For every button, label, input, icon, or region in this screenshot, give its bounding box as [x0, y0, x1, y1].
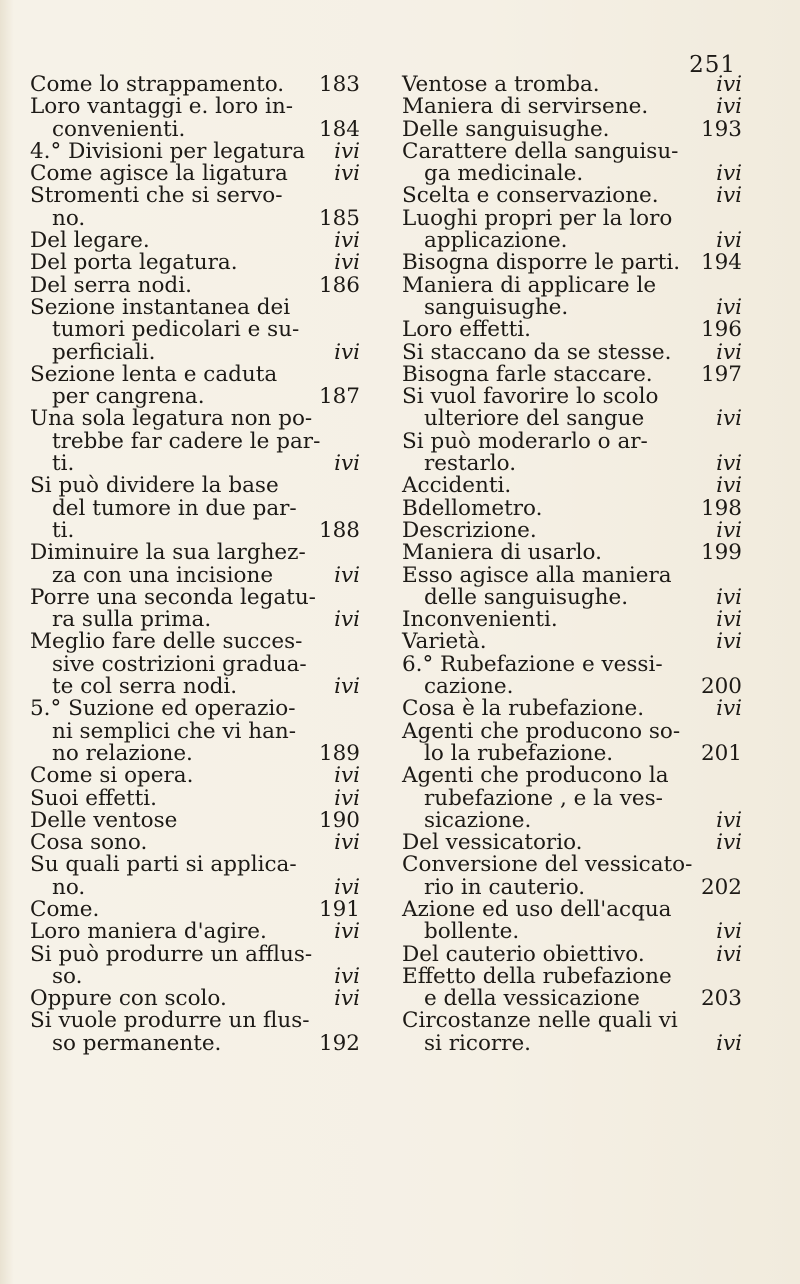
index-entry-page-ref: ivi [716, 607, 742, 633]
index-entry-page-ref: ivi [716, 830, 742, 856]
index-entry-page-ref: ivi [716, 72, 742, 97]
index-entry-page-ref: 185 [318, 205, 360, 231]
index-entry-text: Circostanze nelle quali vi [402, 1008, 678, 1034]
index-column-left [30, 74, 360, 1055]
index-entry-text: ti. [52, 451, 75, 477]
index-entry-text: Loro vantaggi e. loro in- [30, 94, 294, 120]
index-entry-text: Delle ventose [30, 807, 178, 833]
index-entry-text: za con una incisione [52, 562, 274, 588]
index-entry [30, 765, 360, 787]
index-entry-text: Si vuole produrre un flus- [30, 1008, 310, 1034]
index-entry-page-ref: ivi [334, 830, 360, 856]
index-entry-page-ref: 201 [700, 740, 742, 766]
index-entry [402, 562, 742, 610]
index-entry [402, 138, 742, 187]
index-entry-page-ref: ivi [334, 339, 360, 365]
index-entry-text: trebbe far cadere le par- [52, 428, 321, 454]
index-entry-page-ref: ivi [716, 629, 742, 655]
index-entry-text: Cosa è la rubefazione. [402, 696, 645, 722]
index-entry [402, 854, 742, 899]
index-entry [402, 74, 742, 96]
index-entry [30, 294, 360, 365]
index-entry-text: tumori pedicolari e su- [52, 317, 300, 343]
index-entry-text: ti. [52, 517, 75, 543]
index-entry [30, 941, 360, 989]
index-entry-text: Agenti che producono la [402, 763, 669, 789]
index-entry-text: Maniera di applicare le [402, 272, 657, 298]
index-entry-text: Una sola legatura non po- [30, 406, 313, 432]
index-entry [402, 185, 742, 207]
index-entry-text: e della vessicazione [424, 986, 640, 1012]
index-entry-text: ra sulla prima. [52, 607, 212, 633]
index-entry [30, 542, 360, 587]
index-entry-text: no. [52, 205, 86, 231]
index-entry-page-ref: 199 [700, 540, 742, 566]
index-entry-page-ref: 184 [318, 116, 360, 142]
index-entry [30, 96, 360, 141]
index-entry [402, 96, 742, 118]
index-entry-text: applicazione. [424, 228, 568, 254]
index-entry-text: Loro effetti. [402, 317, 531, 343]
index-entry [402, 319, 742, 341]
index-entry [30, 361, 360, 410]
index-entry-text: Si staccano da se stesse. [402, 339, 672, 365]
index-entry-text: 6.° Rubefazione e vessi- [402, 651, 663, 677]
index-entry-page-ref: 183 [318, 72, 360, 97]
index-entry-text: Su quali parti si applica- [30, 852, 297, 878]
index-entry [402, 361, 742, 387]
index-entry-text: Sezione lenta e caduta [30, 361, 278, 387]
index-entry-text: del tumore in due par- [52, 495, 297, 521]
index-entry-text: Del cauterio obiettivo. [402, 941, 645, 967]
index-entry [30, 832, 360, 854]
index-entry [402, 475, 742, 497]
index-entry-text: sicazione. [424, 807, 532, 833]
index-entry-page-ref: ivi [334, 228, 360, 254]
index-entry-text: Stromenti che si servo- [30, 183, 283, 209]
index-entry-text: Azione ed uso dell'acqua [402, 896, 672, 922]
index-entry-text: Maniera di usarlo. [402, 540, 602, 566]
index-entry [402, 609, 742, 631]
index-entry [402, 495, 742, 521]
index-entry-text: no. [52, 874, 86, 900]
index-entry-text: restarlo. [424, 451, 517, 477]
page-number: 251 [689, 52, 736, 78]
index-entry-page-ref: 189 [318, 740, 360, 766]
index-entry-text: ni semplici che vi han- [52, 718, 297, 744]
index-entry [30, 408, 360, 475]
index-entry [402, 1010, 742, 1055]
index-entry-text: Sezione instantanea dei [30, 294, 291, 320]
index-entry [30, 475, 360, 542]
index-entry [30, 896, 360, 922]
index-entry-page-ref: ivi [716, 584, 742, 610]
index-entry-page-ref: ivi [334, 607, 360, 633]
index-entry-text: Delle sanguisughe. [402, 116, 610, 142]
index-entry-text: Del porta legatura. [30, 250, 238, 276]
index-entry-text: Diminuire la sua larghez- [30, 540, 306, 566]
index-entry [30, 1010, 360, 1055]
index-entry-page-ref: ivi [334, 451, 360, 477]
index-entry [402, 651, 742, 700]
index-entry-page-ref: 197 [700, 361, 742, 387]
index-entry-page-ref: 188 [318, 517, 360, 543]
index-entry-text: Del serra nodi. [30, 272, 192, 298]
index-entry-page-ref: 192 [318, 1030, 360, 1056]
index-entry-text: per cangrena. [52, 384, 205, 410]
index-entry-text: perficiali. [52, 339, 156, 365]
index-entry [402, 517, 742, 543]
index-entry [30, 74, 360, 96]
index-entry-text: Del vessicatorio. [402, 830, 583, 856]
index-entry-text: bollente. [424, 919, 520, 945]
index-entry-text: Agenti che producono so- [402, 718, 681, 744]
index-entry-text: Loro maniera d'agire. [30, 919, 267, 945]
index-entry-page-ref: ivi [716, 807, 742, 833]
index-entry-text: convenienti. [52, 116, 186, 142]
index-entry [402, 896, 742, 945]
index-entry-page-ref: 194 [700, 250, 742, 276]
index-entry-text: Esso agisce alla maniera [402, 562, 672, 588]
index-entry-page-ref: ivi [716, 183, 742, 209]
index-entry [30, 138, 360, 164]
index-entry-text: Si può moderarlo o ar- [402, 428, 648, 454]
index-entry-text: cazione. [424, 674, 514, 700]
index-entry-page-ref: ivi [334, 963, 360, 989]
index-entry-text: Bisogna farle staccare. [402, 361, 653, 387]
index-entry [30, 921, 360, 943]
index-entry-page-ref: 193 [700, 116, 742, 142]
index-entry [402, 428, 742, 477]
index-entry-text: Effetto della rubefazione [402, 963, 672, 989]
index-entry-text: 4.° Divisioni per legatura [30, 138, 306, 164]
index-entry-page-ref: ivi [716, 517, 742, 543]
index-entry-page-ref: 202 [700, 874, 742, 900]
index-entry-page-ref: ivi [334, 138, 360, 164]
index-column-right [402, 74, 742, 1055]
index-entry-text: 5.° Suzione ed operazio- [30, 696, 296, 722]
index-entry-page-ref: ivi [334, 161, 360, 187]
index-entry-page-ref: ivi [334, 874, 360, 900]
index-entry-page-ref: 191 [318, 896, 360, 922]
index-entry-page-ref: ivi [334, 785, 360, 811]
index-entry-text: Conversione del vessicato- [402, 852, 693, 878]
index-entry [402, 272, 742, 320]
index-entry-text: rubefazione , e la ves- [424, 785, 663, 811]
index-entry [402, 339, 742, 365]
index-entry-page-ref: ivi [334, 763, 360, 789]
index-entry [402, 542, 742, 564]
index-entry-text: Accidenti. [402, 473, 512, 499]
index-entry [30, 698, 360, 765]
index-entry-text: delle sanguisughe. [424, 584, 629, 610]
index-entry [30, 252, 360, 274]
index-entry-text: no relazione. [52, 740, 193, 766]
index-entry [30, 988, 360, 1010]
index-entry-text: Come agisce la ligatura [30, 161, 288, 187]
index-entry-text: sanguisughe. [424, 294, 569, 320]
index-entry-text: Del legare. [30, 228, 150, 254]
index-entry-text: rio in cauterio. [424, 874, 586, 900]
index-entry-page-ref: ivi [716, 696, 742, 722]
index-entry [402, 116, 742, 142]
index-entry-text: Si può dividere la base [30, 473, 279, 499]
index-entry [30, 584, 360, 633]
index-entry [30, 230, 360, 252]
index-entry-text: Carattere della sanguisu- [402, 138, 679, 164]
index-entry [402, 252, 742, 274]
index-entry-page-ref: 196 [700, 317, 742, 343]
index-entry-text: Varietà. [402, 629, 487, 655]
index-entry [30, 807, 360, 833]
index-entry [402, 718, 742, 766]
index-entry-text: so permanente. [52, 1030, 222, 1056]
index-entry-text: Inconvenienti. [402, 607, 558, 633]
index-entry-page-ref: 198 [700, 495, 742, 521]
index-entry-page-ref: 200 [700, 674, 742, 700]
index-entry-text: Bdellometro. [402, 495, 543, 521]
index-entry [30, 854, 360, 899]
index-entry-text: Porre una seconda legatu- [30, 584, 316, 610]
index-entry [30, 163, 360, 185]
index-entry-text: te col serra nodi. [52, 674, 238, 700]
index-entry [30, 785, 360, 811]
index-entry-page-ref: ivi [716, 941, 742, 967]
index-entry [402, 832, 742, 854]
index-entry [402, 698, 742, 720]
index-entry-page-ref: ivi [716, 228, 742, 254]
index-entry-text: Meglio fare delle succes- [30, 629, 303, 655]
index-entry-text: Bisogna disporre le parti. [402, 250, 681, 276]
index-entry-text: Cosa sono. [30, 830, 148, 856]
index-entry-page-ref: ivi [334, 674, 360, 700]
index-entry-page-ref: ivi [716, 294, 742, 320]
index-entry-page-ref: 187 [318, 384, 360, 410]
index-entry-page-ref: ivi [716, 1030, 742, 1056]
index-entry-text: ulteriore del sangue [424, 406, 645, 432]
index-entry-page-ref: ivi [716, 94, 742, 120]
index-entry-text: sive costrizioni gradua- [52, 651, 307, 677]
index-entry-text: Descrizione. [402, 517, 537, 543]
index-entry-page-ref: ivi [716, 451, 742, 477]
index-entry-text: lo la rubefazione. [424, 740, 614, 766]
index-entry [402, 386, 742, 431]
index-entry [402, 205, 742, 254]
index-entry-text: Luoghi propri per la loro [402, 205, 673, 231]
index-entry [402, 765, 742, 832]
index-entry-page-ref: 190 [318, 807, 360, 833]
index-entry-text: Ventose a tromba. [402, 72, 600, 97]
index-entry [30, 185, 360, 230]
index-entry-text: Come. [30, 896, 100, 922]
index-entry [402, 941, 742, 967]
index-entry [30, 272, 360, 298]
index-entry-page-ref: 203 [700, 986, 742, 1012]
index-entry-page-ref: ivi [716, 473, 742, 499]
index-entry-page-ref: ivi [716, 406, 742, 432]
index-entry-page-ref: ivi [716, 161, 742, 187]
index-entry-page-ref: ivi [334, 562, 360, 588]
index-entry-text: Come si opera. [30, 763, 194, 789]
index-entry-text: Come lo strappamento. [30, 72, 285, 97]
index-entry-text: Oppure con scolo. [30, 986, 227, 1012]
index-entry-text: si ricorre. [424, 1030, 531, 1056]
index-entry-page-ref: ivi [716, 919, 742, 945]
index-entry [402, 631, 742, 653]
index-entry-page-ref: 186 [318, 272, 360, 298]
index-entry-text: Si può produrre un afflus- [30, 941, 313, 967]
index-entry-text: Scelta e conservazione. [402, 183, 659, 209]
index-entry-text: Si vuol favorire lo scolo [402, 384, 659, 410]
index-entry-page-ref: ivi [334, 919, 360, 945]
index-entry [30, 631, 360, 698]
index-entry [402, 963, 742, 1012]
index-entry-page-ref: ivi [716, 339, 742, 365]
index-entry-text: Maniera di servirsene. [402, 94, 649, 120]
index-entry-text: ga medicinale. [424, 161, 584, 187]
index-entry-text: Suoi effetti. [30, 785, 157, 811]
index-entry-text: so. [52, 963, 83, 989]
index-entry-page-ref: ivi [334, 986, 360, 1012]
index-entry-page-ref: ivi [334, 250, 360, 276]
